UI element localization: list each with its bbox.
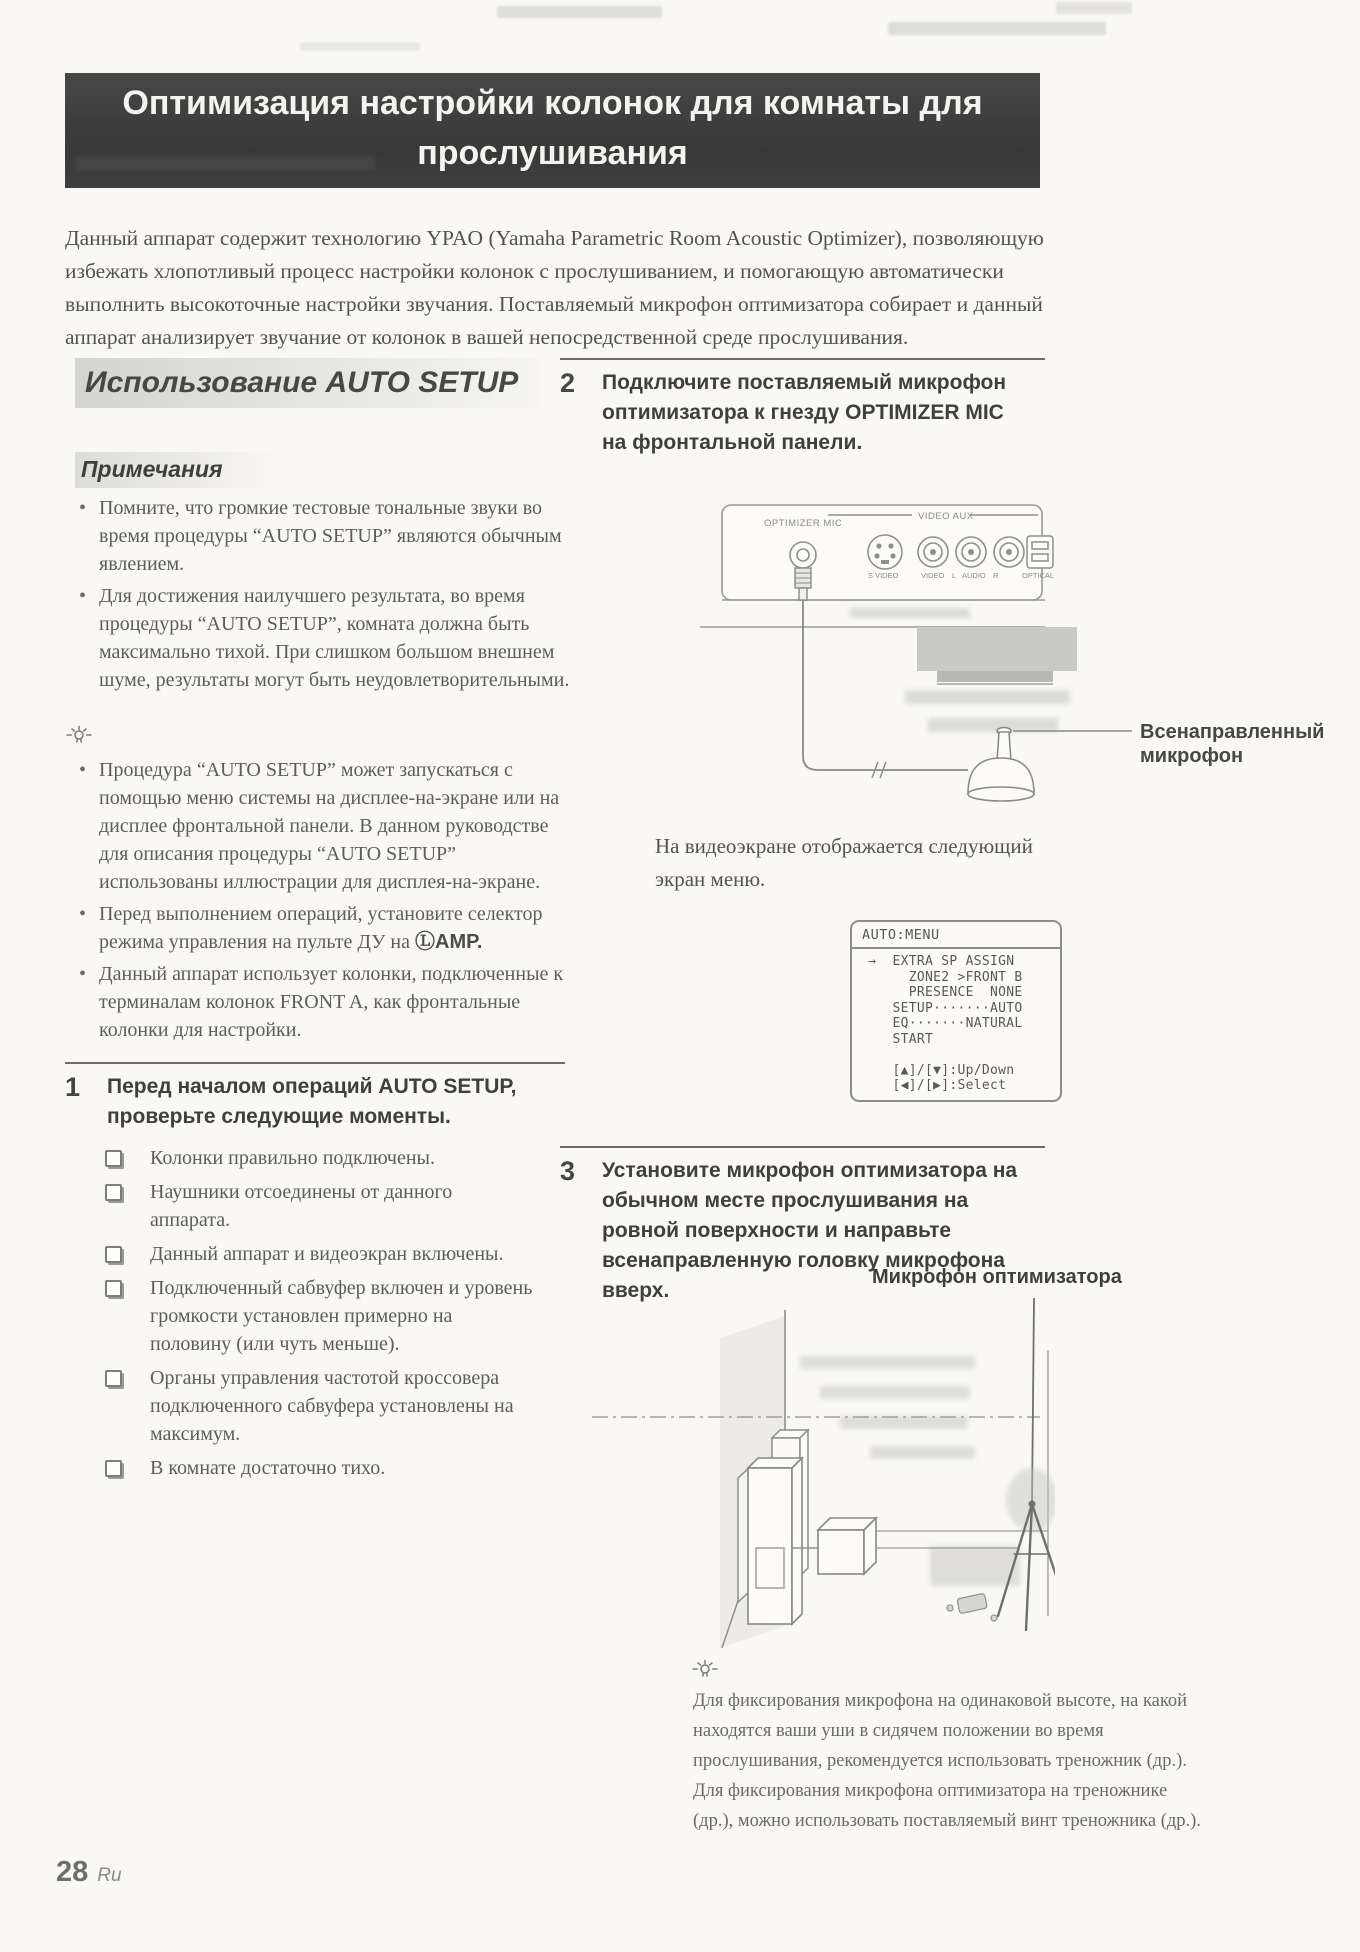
page-title-line1: Оптимизация настройки колонок для комнаты для	[122, 84, 983, 122]
amp-selector-label: ⓁAMP.	[415, 931, 483, 953]
osd-line	[860, 1047, 1052, 1063]
note-item: • Для достижения наилучшего результата, во время процедуры “AUTO SETUP”, комната должна быть максимально тихой. При слишком большом внешнем шуме, результаты могут быть неудовлетворительными.	[75, 582, 580, 694]
language-label: Ru	[97, 1865, 122, 1886]
scan-artifact	[888, 22, 1106, 35]
room-illustration	[570, 1296, 1055, 1671]
mic-cable	[803, 600, 968, 770]
video-label: VIDEO	[921, 571, 945, 580]
checklist-item: Подключенный сабвуфер включен и уровень громкости установлен примерно на половину (или чуть меньше).	[105, 1274, 565, 1358]
checklist-item: Данный аппарат и видеоэкран включены.	[105, 1240, 565, 1268]
mic-callout-line1: Всенаправленный	[1140, 721, 1325, 743]
step-title: Подключите поставляемый микрофон оптимизатора к гнезду OPTIMIZER MIC на фронтальной панели.	[602, 371, 1007, 454]
osd-line: [◀]/[▶]:Select	[860, 1078, 1007, 1093]
tips-list	[75, 756, 580, 1048]
checkbox-icon	[105, 1184, 122, 1201]
optical-label: OPTICAL	[1022, 571, 1055, 580]
tip-item: • Процедура “AUTO SETUP” может запускаться с помощью меню системы на дисплее-на-экране или на дисплее фронтальной панели. В данном руководстве для описания процедуры “AUTO SETUP” использованы иллюстрации для дисплея-на-экране.	[75, 756, 580, 896]
step-number: 2	[560, 368, 576, 398]
step-title: Перед началом операций AUTO SETUP, проверьте следующие моменты.	[107, 1075, 517, 1128]
step-1	[65, 1062, 565, 1488]
step-divider	[65, 1062, 565, 1064]
checkbox-icon	[105, 1370, 122, 1387]
checkbox-icon	[105, 1246, 122, 1263]
chassis-shadow	[917, 627, 1077, 671]
audio-label: AUDIO	[962, 571, 986, 580]
front-panel-diagram	[700, 498, 1345, 818]
osd-line: EQ·······NATURAL	[860, 1016, 1023, 1031]
osd-menu	[850, 920, 1062, 1102]
step-2	[560, 358, 1045, 458]
scan-artifact	[497, 6, 662, 18]
page-number: 28	[56, 1856, 89, 1888]
intro-paragraph: Данный аппарат содержит технологию YPAO (Yamaha Parametric Room Acoustic Optimizer), позволяющую избежать хлопотливый процесс настройки колонок с прослушиванием, и помогающую автоматически выполнить высокоточные настройки звучания. Поставляемый микрофон оптимизатора собирает и данный аппарат анализирует звучание от колонок в вашей непосредственной среде прослушивания.	[65, 226, 1044, 349]
step-number: 3	[560, 1156, 576, 1186]
osd-intro: На видеоэкране отображается следующий экран меню.	[655, 834, 1033, 891]
audio-r-label: R	[993, 571, 999, 580]
checklist	[65, 1144, 565, 1482]
checkbox-icon	[105, 1460, 122, 1477]
svideo-label: S VIDEO	[868, 571, 899, 580]
optical-jack	[1027, 536, 1053, 568]
osd-line: [▲]/[▼]:Up/Down	[860, 1062, 1015, 1078]
chassis-foot	[937, 671, 1053, 682]
checklist-item: Наушники отсоединены от данного аппарата.	[105, 1178, 565, 1234]
tip-icon	[64, 724, 94, 751]
step-number: 1	[65, 1072, 81, 1102]
notes-heading: Примечания	[75, 452, 280, 488]
tip-paragraph: Для фиксирования микрофона на одинаковой высоте, на какой находятся ваши уши в сидячем положении во время прослушивания, рекомендуется использовать треножник (др.). Для фиксирования микрофона оптимизатора на треножнике (др.), можно использовать поставляемый винт треножника (др.).	[693, 1691, 1201, 1831]
checkbox-icon	[105, 1280, 122, 1297]
checklist-item: Колонки правильно подключены.	[105, 1144, 565, 1172]
checklist-item: В комнате достаточно тихо.	[105, 1454, 565, 1482]
video-aux-label: VIDEO AUX	[918, 511, 974, 522]
mic-callout-line2: микрофон	[1140, 745, 1244, 767]
tip-item: • Перед выполнением операций, установите селектор режима управления на пульте ДУ на ⓁAMP.	[75, 900, 580, 956]
checkbox-icon	[105, 1150, 122, 1167]
remote-control	[947, 1593, 997, 1621]
mic-position-label: Микрофон оптимизатора	[872, 1266, 1122, 1288]
step-divider	[560, 358, 1045, 360]
page-footer	[56, 1856, 122, 1889]
note-item: • Помните, что громкие тестовые тональные звуки во время процедуры “AUTO SETUP” являются обычным явлением.	[75, 494, 580, 578]
notes-list	[75, 494, 580, 698]
osd-line: SETUP·······AUTO	[860, 1000, 1023, 1016]
step-title: Установите микрофон оптимизатора на обычном месте прослушивания на ровной поверхности и направьте всенаправленную головку микрофона вверх.	[602, 1159, 1018, 1302]
speaker	[748, 1458, 802, 1624]
section-heading-band	[75, 358, 540, 408]
scan-artifact	[300, 42, 420, 51]
section-title: Использование AUTO SETUP	[85, 366, 519, 399]
osd-line: → EXTRA SP ASSIGN	[860, 954, 1015, 969]
checklist-item: Органы управления частотой кроссовера подключенного сабвуфера установлены на максимум.	[105, 1364, 565, 1448]
tip-item: • Данный аппарат использует колонки, подключенные к терминалам колонок FRONT A, как фронтальные колонки для настройки.	[75, 960, 580, 1044]
audio-l-label: L	[952, 571, 957, 580]
page-title-line2: прослушивания	[417, 134, 688, 172]
osd-line: PRESENCE NONE	[860, 985, 1023, 1000]
step-divider	[560, 1146, 1045, 1148]
optimizer-microphone	[968, 728, 1034, 802]
optimizer-mic-label: OPTIMIZER MIC	[764, 518, 843, 529]
tip-icon	[690, 1658, 720, 1685]
page-title-banner	[65, 73, 1040, 188]
osd-line: ZONE2 >FRONT B	[860, 969, 1023, 985]
osd-line: START	[860, 1031, 934, 1047]
subwoofer-box	[818, 1518, 876, 1574]
scan-artifact	[1056, 2, 1132, 14]
osd-title: AUTO:MENU	[852, 922, 1060, 949]
